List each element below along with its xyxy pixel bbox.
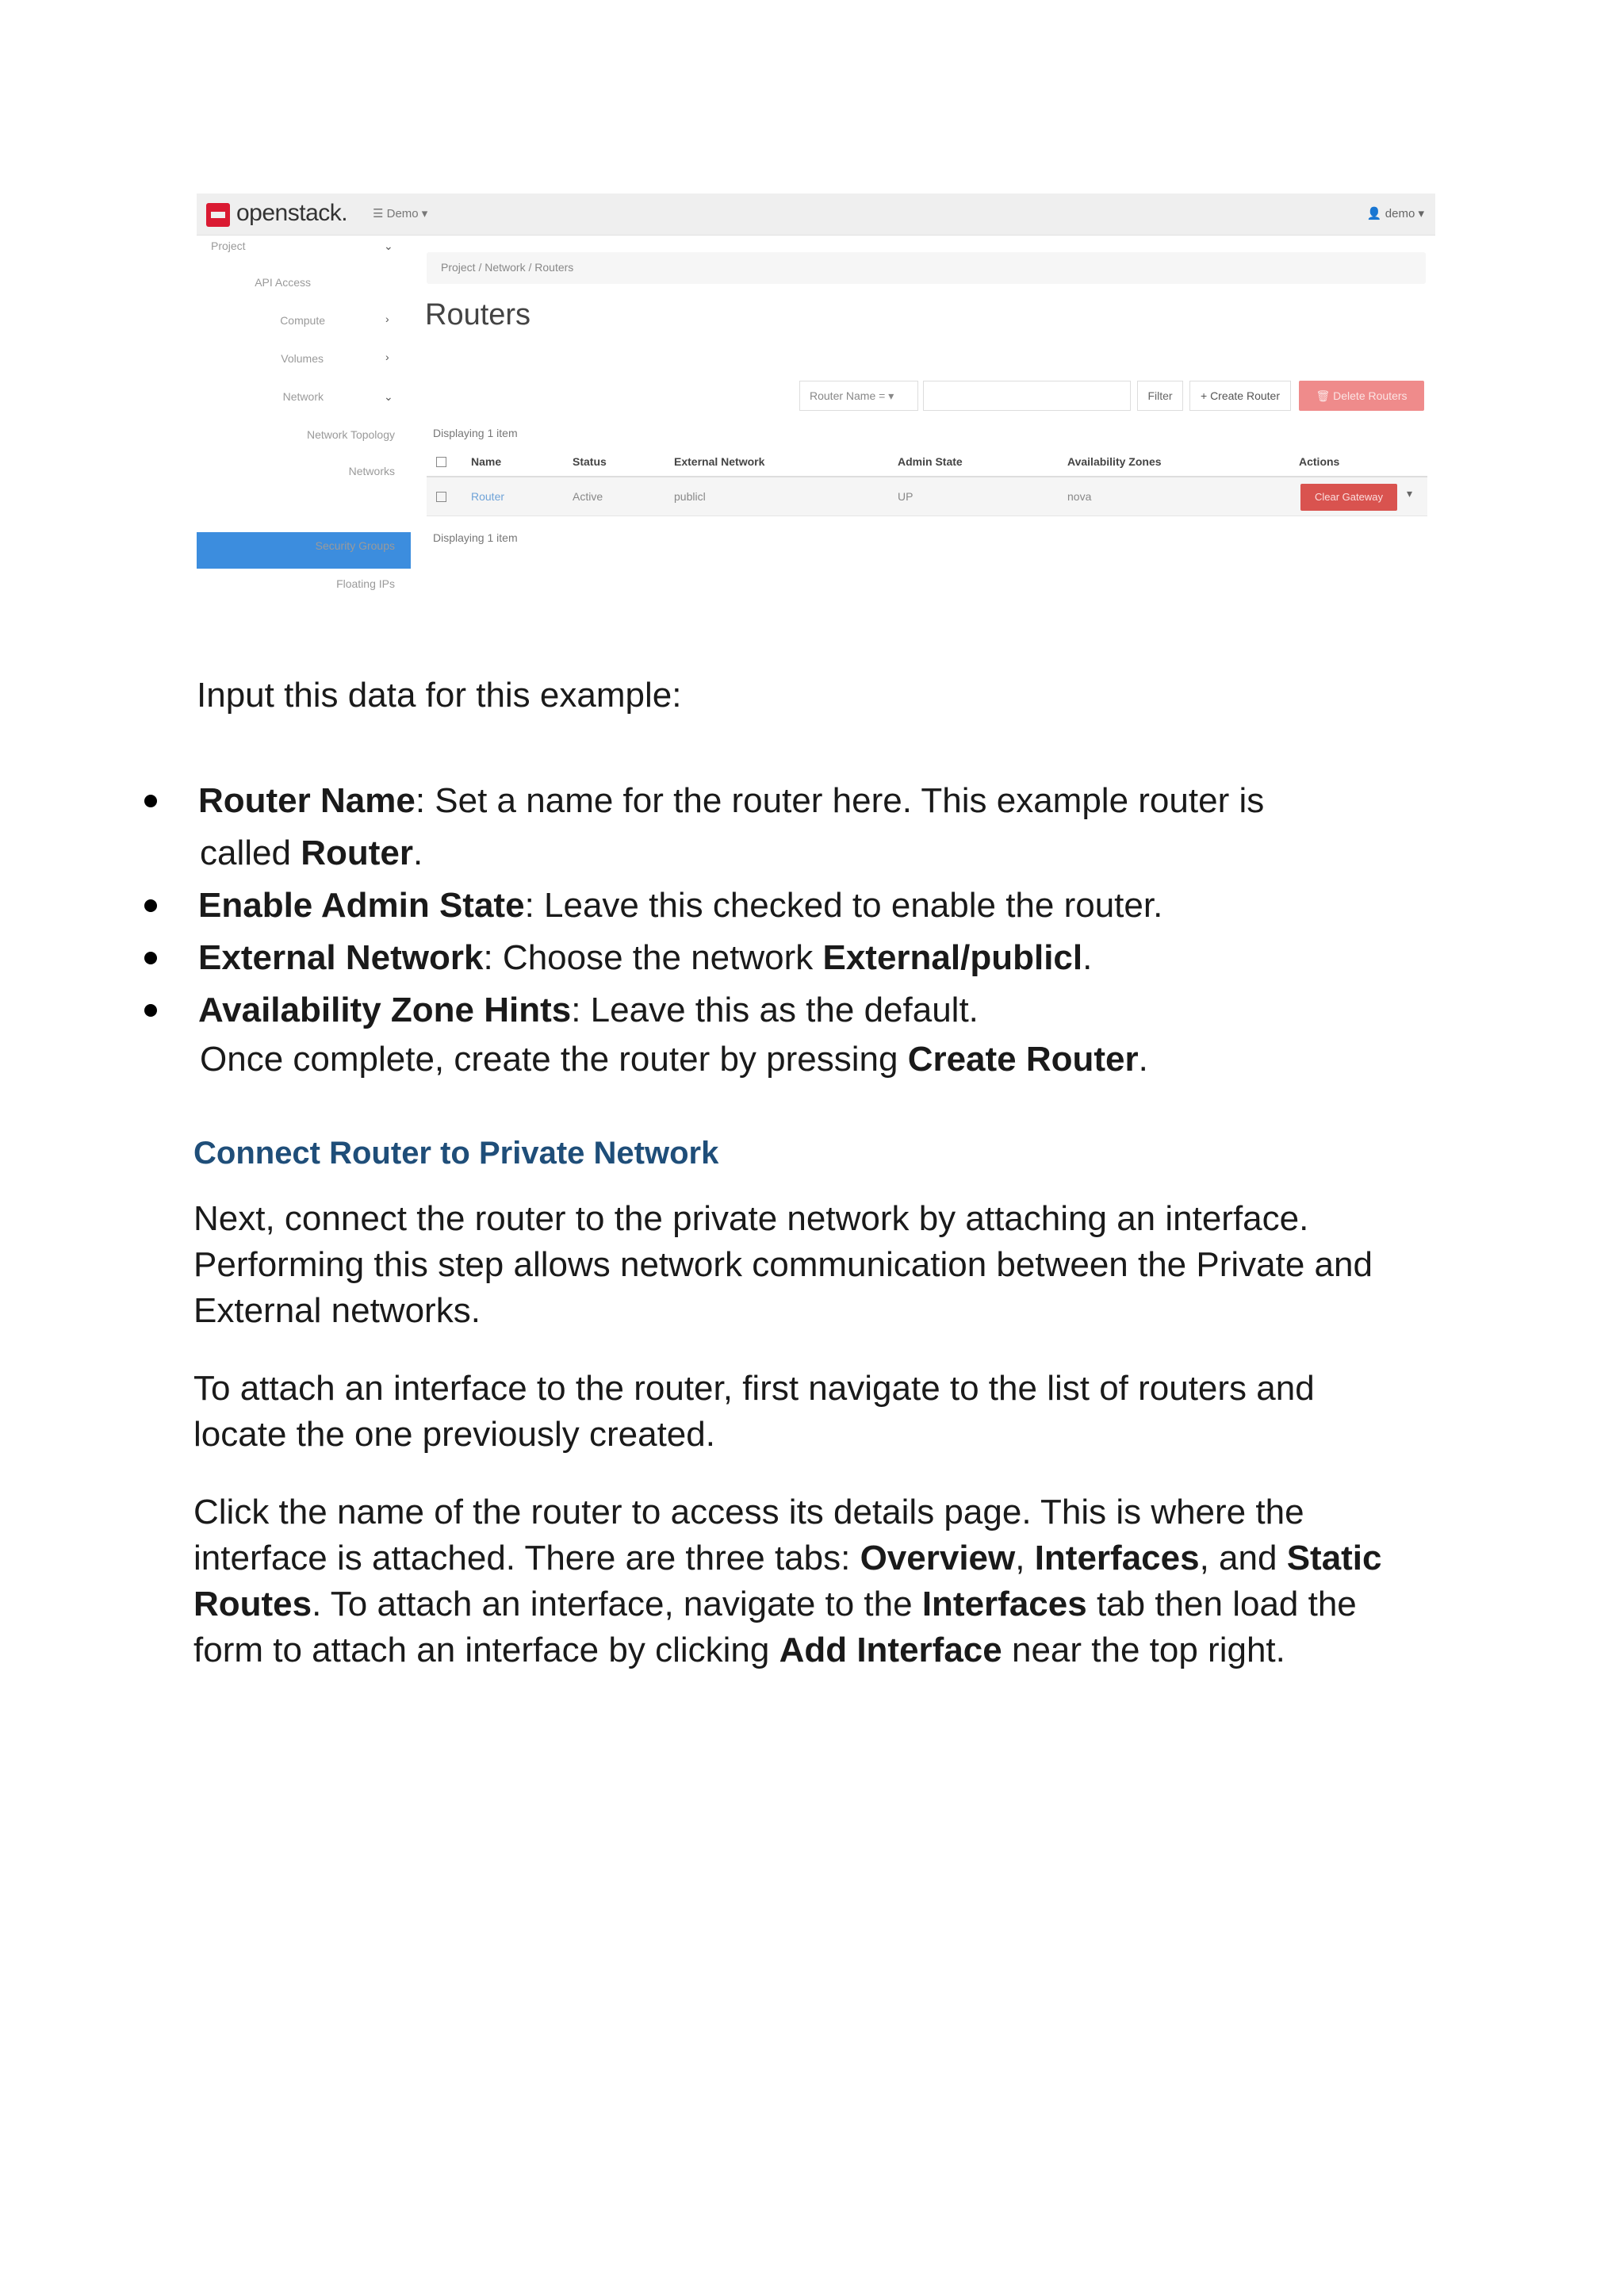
openstack-logo-icon [206,203,230,227]
sidebar [197,235,411,606]
para2-line1: To attach an interface to the router, first navigate to the list of routers and [193,1369,1315,1408]
section-heading: Connect Router to Private Network [193,1136,719,1171]
displaying-count-bottom: Displaying 1 item [433,531,518,544]
chevron-down-icon[interactable]: ▾ [1407,487,1413,500]
displaying-count-top: Displaying 1 item [433,427,518,439]
sidebar-item-security-groups[interactable]: Security Groups [315,539,395,552]
col-availability-zones[interactable]: Availability Zones [1067,455,1162,468]
filter-button[interactable]: Filter [1137,381,1183,411]
para1-line3: External networks. [193,1291,481,1330]
para2-line2: locate the one previously created. [193,1415,715,1454]
col-actions: Actions [1299,455,1340,468]
sidebar-item-project[interactable]: Project [211,240,246,252]
chevron-right-icon: › [385,312,389,325]
logo-text: openstack. [236,200,348,226]
bullet-router-name-cont: called Router. [200,834,423,872]
page-title: Routers [425,298,531,332]
sidebar-item-volumes[interactable]: Volumes [281,352,324,365]
bullet-icon [144,795,157,807]
router-availability-zones: nova [1067,490,1092,503]
para1-line1: Next, connect the router to the private network by attaching an interface. [193,1199,1309,1238]
top-navbar [197,194,1435,236]
bullet-admin-state: Enable Admin State: Leave this checked to enable the router. [198,886,1163,925]
router-name-link[interactable]: Router [471,490,505,503]
openstack-screenshot [197,194,1435,606]
bullet-availability-zone: Availability Zone Hints: Leave this as the default. [198,991,979,1029]
chevron-down-icon: ⌄ [384,390,393,403]
col-admin-state[interactable]: Admin State [898,455,963,468]
delete-routers-button[interactable]: 🗑 Delete Routers [1299,381,1424,411]
select-all-checkbox[interactable] [436,457,446,467]
col-status[interactable]: Status [573,455,607,468]
sidebar-item-routers[interactable]: Routers [355,503,395,516]
router-external-network: publicl [674,490,706,503]
para3-line2: interface is attached. There are three tabs: Overview, Interfaces, and Static [193,1539,1382,1577]
router-status: Active [573,490,603,503]
once-complete-text: Once complete, create the router by pressing Create Router. [200,1040,1148,1079]
sidebar-item-network[interactable]: Network [282,390,324,403]
bullet-icon [144,899,157,912]
col-name[interactable]: Name [471,455,502,468]
filter-input[interactable] [923,381,1131,411]
table-header [427,447,1427,477]
user-menu[interactable]: 👤 demo ▾ [1366,207,1424,220]
router-admin-state: UP [898,490,914,503]
chevron-right-icon: › [385,351,389,363]
chevron-down-icon: ⌄ [384,240,393,252]
para3-line4: form to attach an interface by clicking Add Interface near the top right. [193,1631,1285,1669]
intro-text: Input this data for this example: [197,676,682,715]
para3-line3: Routes. To attach an interface, navigate to the Interfaces tab then load the [193,1585,1357,1623]
breadcrumb-bar [427,252,1426,284]
sidebar-item-api-access[interactable]: API Access [255,276,311,289]
row-checkbox[interactable] [436,492,446,502]
bullet-router-name: Router Name: Set a name for the router here. This example router is [198,781,1265,820]
bullet-external-network: External Network: Choose the network External/publicl. [198,938,1093,977]
table-row [427,477,1427,516]
col-external-network[interactable]: External Network [674,455,765,468]
filter-field-select[interactable]: Router Name = ▾ [799,381,918,411]
breadcrumb[interactable]: Project / Network / Routers [441,261,574,274]
clear-gateway-button[interactable]: Clear Gateway [1300,484,1397,511]
bullet-icon [144,952,157,964]
project-menu[interactable]: ☰ Demo ▾ [373,207,428,220]
para3-line1: Click the name of the router to access its details page. This is where the [193,1493,1304,1531]
sidebar-item-floating-ips[interactable]: Floating IPs [336,577,395,590]
sidebar-item-compute[interactable]: Compute [280,314,325,327]
sidebar-item-network-topology[interactable]: Network Topology [306,428,395,441]
sidebar-item-networks[interactable]: Networks [348,465,395,477]
create-router-button[interactable]: + Create Router [1189,381,1291,411]
para1-line2: Performing this step allows network communication between the Private and [193,1245,1373,1284]
bullet-icon [144,1004,157,1017]
